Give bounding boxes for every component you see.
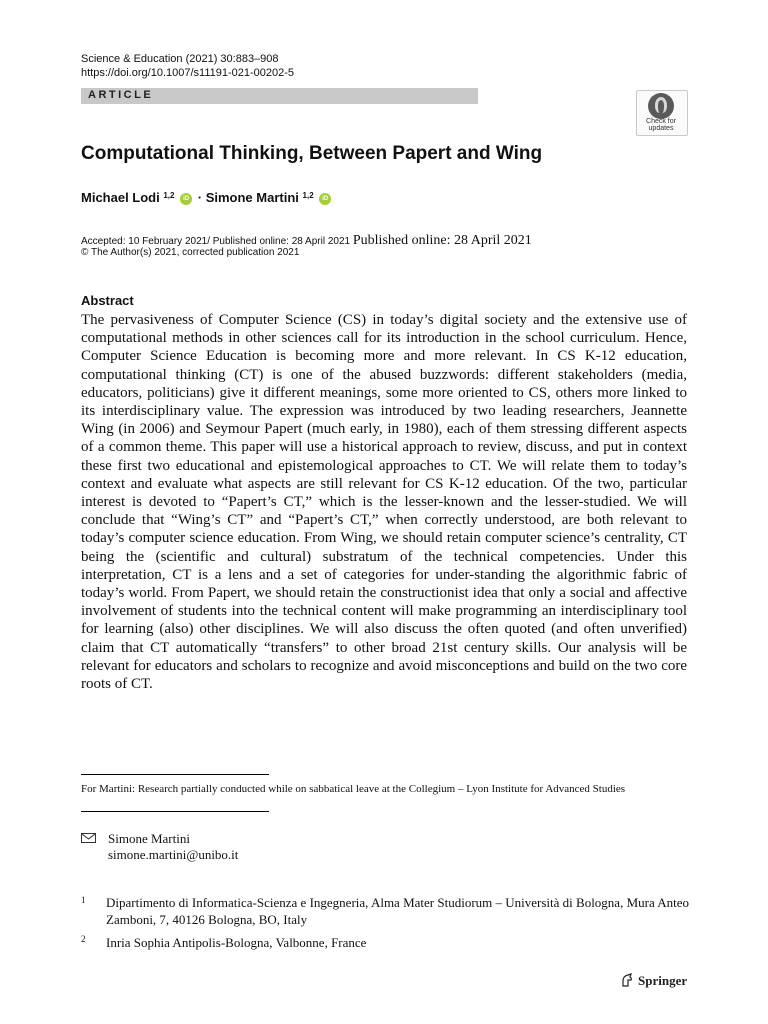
author-list <box>81 189 333 207</box>
journal-citation: Science & Education (2021) 30:883–908 <box>81 53 279 65</box>
abstract-body: The pervasiveness of Computer Science (CS) in today’s digital society and the extensive use of computational methods in other sciences call for its introduction in the school curriculum. Hence, Computer Science Education is becoming more and more relevant. In CS K-12 education, computational thinking (CT) is one of the abused buzzwords: different stakeholders (media, educators, politicians) give it different meanings, some more oriented to CS, others more linked to its interdisciplinary value. The expression was introduced by two leading researchers, Jeannette Wing (in 2006) and Seymour Papert (much early, in 1980), each of them stressing different aspects of a common theme. This paper will use a historical approach to review, discuss, and put in context these first two educational and epistemological approaches to CT. We will relate them to today’s context and evaluate what aspects are still relevant for CS K-12 education. Of the two, particular interest is devoted to “Papert’s CT,” which is the lesser-known and the lesser-studied. We will conclude that “Wing’s CT” and “Papert’s CT,” when correctly understood, are both relevant to today’s computer science education. From Wing, we should retain computer science’s centrality, CT being the (scientific and cultural) substratum of the technical competencies. Under this interpretation, CT is a lens and a set of categories for under-standing the algorithmic fabric of today’s world. From Papert, we should retain the constructionist idea that only a social and affective involvement of students into the technical content will make programming an interdisciplinary tool for learning (also) other disciplines. We will also discuss the often quoted (and often unverified) claim that CT automatically “transfers” to other broad 21st century skills. Our analysis will be relevant for educators and scholars to recognize and avoid misconceptions and build on the two core roots of CT. <box>81 312 687 693</box>
affiliation-number: 1 <box>81 895 86 905</box>
copyright-line: © The Author(s) 2021, corrected publication 2021 <box>81 247 300 258</box>
footnote: For Martini: Research partially conducted while on sabbatical leave at the Collegium – Lyon Institute for Advanced Studies <box>81 783 626 795</box>
author-name[interactable]: Simone Martini <box>205 190 299 205</box>
published-date: Published online: 28 April 2021 <box>212 236 351 247</box>
publisher-logo <box>620 972 687 990</box>
check-for-updates-label: Check for updates <box>646 118 676 132</box>
affiliation-text: Dipartimento di Informatica-Scienza e Ingegneria, Alma Mater Studiorum – Università di Bologna, Mura Anteo Zamboni, 7, 40126 Bologna, BO, Italy <box>106 895 690 927</box>
author-separator: · <box>197 190 203 205</box>
affiliation-text: Inria Sophia Antipolis-Bologna, Valbonne, France <box>106 935 367 950</box>
author-affiliation-marker: 1,2 <box>163 191 175 200</box>
paper-title: Computational Thinking, Between Papert and Wing <box>81 143 543 164</box>
abstract-heading: Abstract <box>81 293 134 308</box>
author-affiliation-marker: 1,2 <box>302 191 314 200</box>
corresponding-author-name: Simone Martini <box>108 831 190 846</box>
orcid-icon[interactable]: iD <box>180 193 192 205</box>
doi-link[interactable]: https://doi.org/10.1007/s11191-021-00202-5 <box>81 67 295 79</box>
article-type-label: ARTICLE <box>88 89 154 101</box>
publisher-name: Springer <box>638 973 688 988</box>
footnote-divider <box>81 811 269 812</box>
corresponding-author-email[interactable]: simone.martini@unibo.it <box>108 847 239 862</box>
author-name[interactable]: Michael Lodi <box>81 190 160 205</box>
published-date-large: Published online: 28 April 2021 <box>352 233 532 248</box>
envelope-icon <box>81 833 96 843</box>
orcid-icon[interactable]: iD <box>319 193 331 205</box>
bookmark-icon <box>655 97 667 113</box>
footnote-divider <box>81 774 269 775</box>
springer-horse-icon <box>620 973 634 987</box>
accepted-date: Accepted: 10 February 2021/ <box>81 236 210 247</box>
affiliation-number: 2 <box>81 934 86 944</box>
